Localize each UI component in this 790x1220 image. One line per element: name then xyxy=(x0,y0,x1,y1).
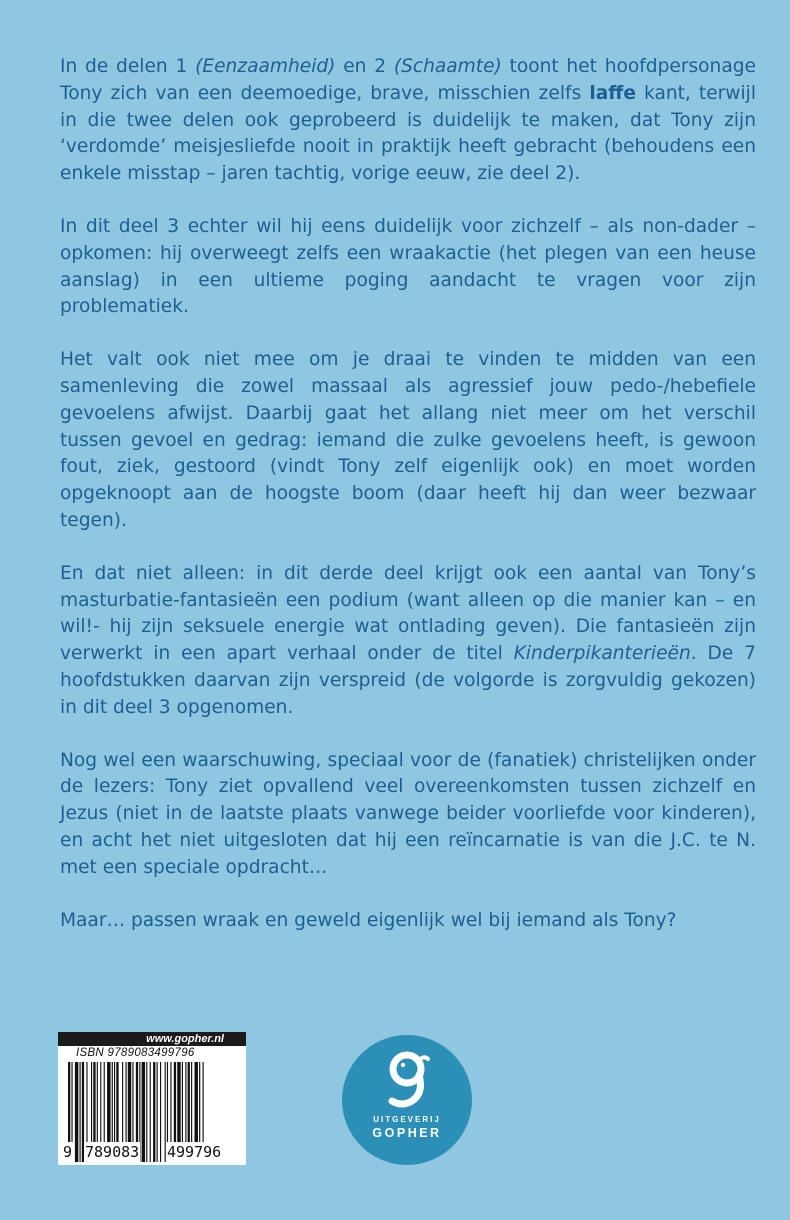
paragraph-1 xyxy=(60,54,756,188)
blurb-text xyxy=(60,54,756,934)
paragraph-4 xyxy=(60,561,756,722)
paragraph-2: In dit deel 3 echter wil hij eens duidelijk voor zichzelf – als non-dader – opkomen: hij overweegt zelfs een wraakactie (het plegen van een heuse aanslag) in een ultieme poging aandacht te vragen voor zijn problematiek. xyxy=(60,215,756,318)
logo-text-gopher: GOPHER xyxy=(372,1126,442,1140)
emphasis-laffe: laffe xyxy=(589,82,636,104)
title-kinderpikanterieen: Kinderpikanterieën xyxy=(513,643,691,665)
publisher-url-text: www.gopher.nl xyxy=(146,1033,224,1045)
text-span: In de delen 1 xyxy=(60,56,196,77)
logo-text-uitgeverij: UITGEVERIJ xyxy=(373,1115,441,1124)
isbn-label: ISBN 9789083499796 xyxy=(76,1047,195,1059)
publisher-url xyxy=(58,1032,246,1046)
text-span: En dat niet alleen: in dit derde deel krijgt ook een aantal van Tony’s masturbatie-fantasieën een podium (want alleen op die manier kan – en wil!- hij zijn seksuele energie wat ontlading geven). Die fantasieën zijn verwerkt in een apart verhaal onder de titel xyxy=(60,562,756,665)
paragraph-3: Het valt ook niet mee om je draai te vinden te midden van een samenleving die zowel massaal als agressief jouw pedo-/hebefiele gevoelens afwijst. Daarbij gaat het allang niet meer om het verschil tussen gevoel en gedrag: iemand die zulke gevoelens heeft, is gewoon fout, ziek, gestoord (vindt Tony zelf eigenlijk ook) en moet worden opgeknoopt aan de hoogste boom (daar heeft hij dan weer bezwaar tegen). xyxy=(60,349,756,531)
paragraph-5: Nog wel een waarschuwing, speciaal voor de (fanatiek) christelijken onder de lezers: Tony ziet opvallend veel overeenkomsten tussen zichzelf en Jezus (niet in de laatste plaats vanwege beider voorliefde voor kinderen), en acht het niet uitgesloten dat hij een reïncarnatie is van die J.C. te N. met een speciale opdracht… xyxy=(60,749,756,878)
barcode-digits xyxy=(62,1142,244,1162)
text-span: toont het hoofdpersonage Tony zich van een deemoedige, brave, misschien zelfs xyxy=(60,56,756,104)
text-span: . De 7 hoofdstukken daarvan zijn verspreid (de volgorde is zorgvuldig gekozen) in dit deel 3 opgenomen. xyxy=(60,643,756,718)
paragraph-6: Maar… passen wraak en geweld eigenlijk wel bij iemand als Tony? xyxy=(60,909,677,931)
text-span: kant, terwijl in die twee delen ook geprobeerd is duidelijk te maken, dat Tony zijn ‘verdomde’ meisjesliefde nooit in praktijk heeft gebracht (behoudens een enkele misstap – jaren tachtig, vorige eeuw, zie deel 2). xyxy=(60,82,756,185)
publisher-logo xyxy=(342,1035,472,1165)
title-schaamte: (Schaamte) xyxy=(393,56,502,77)
barcode-digit-first: 9 xyxy=(63,1143,73,1161)
text-span: en 2 xyxy=(335,56,394,77)
barcode-digits-group1: 789083 xyxy=(85,1143,140,1161)
barcode-digits-group2: 499796 xyxy=(167,1143,222,1161)
title-eenzaamheid: (Eenzaamheid) xyxy=(195,56,336,77)
gopher-g-icon xyxy=(382,1049,432,1113)
isbn-barcode xyxy=(58,1032,246,1165)
